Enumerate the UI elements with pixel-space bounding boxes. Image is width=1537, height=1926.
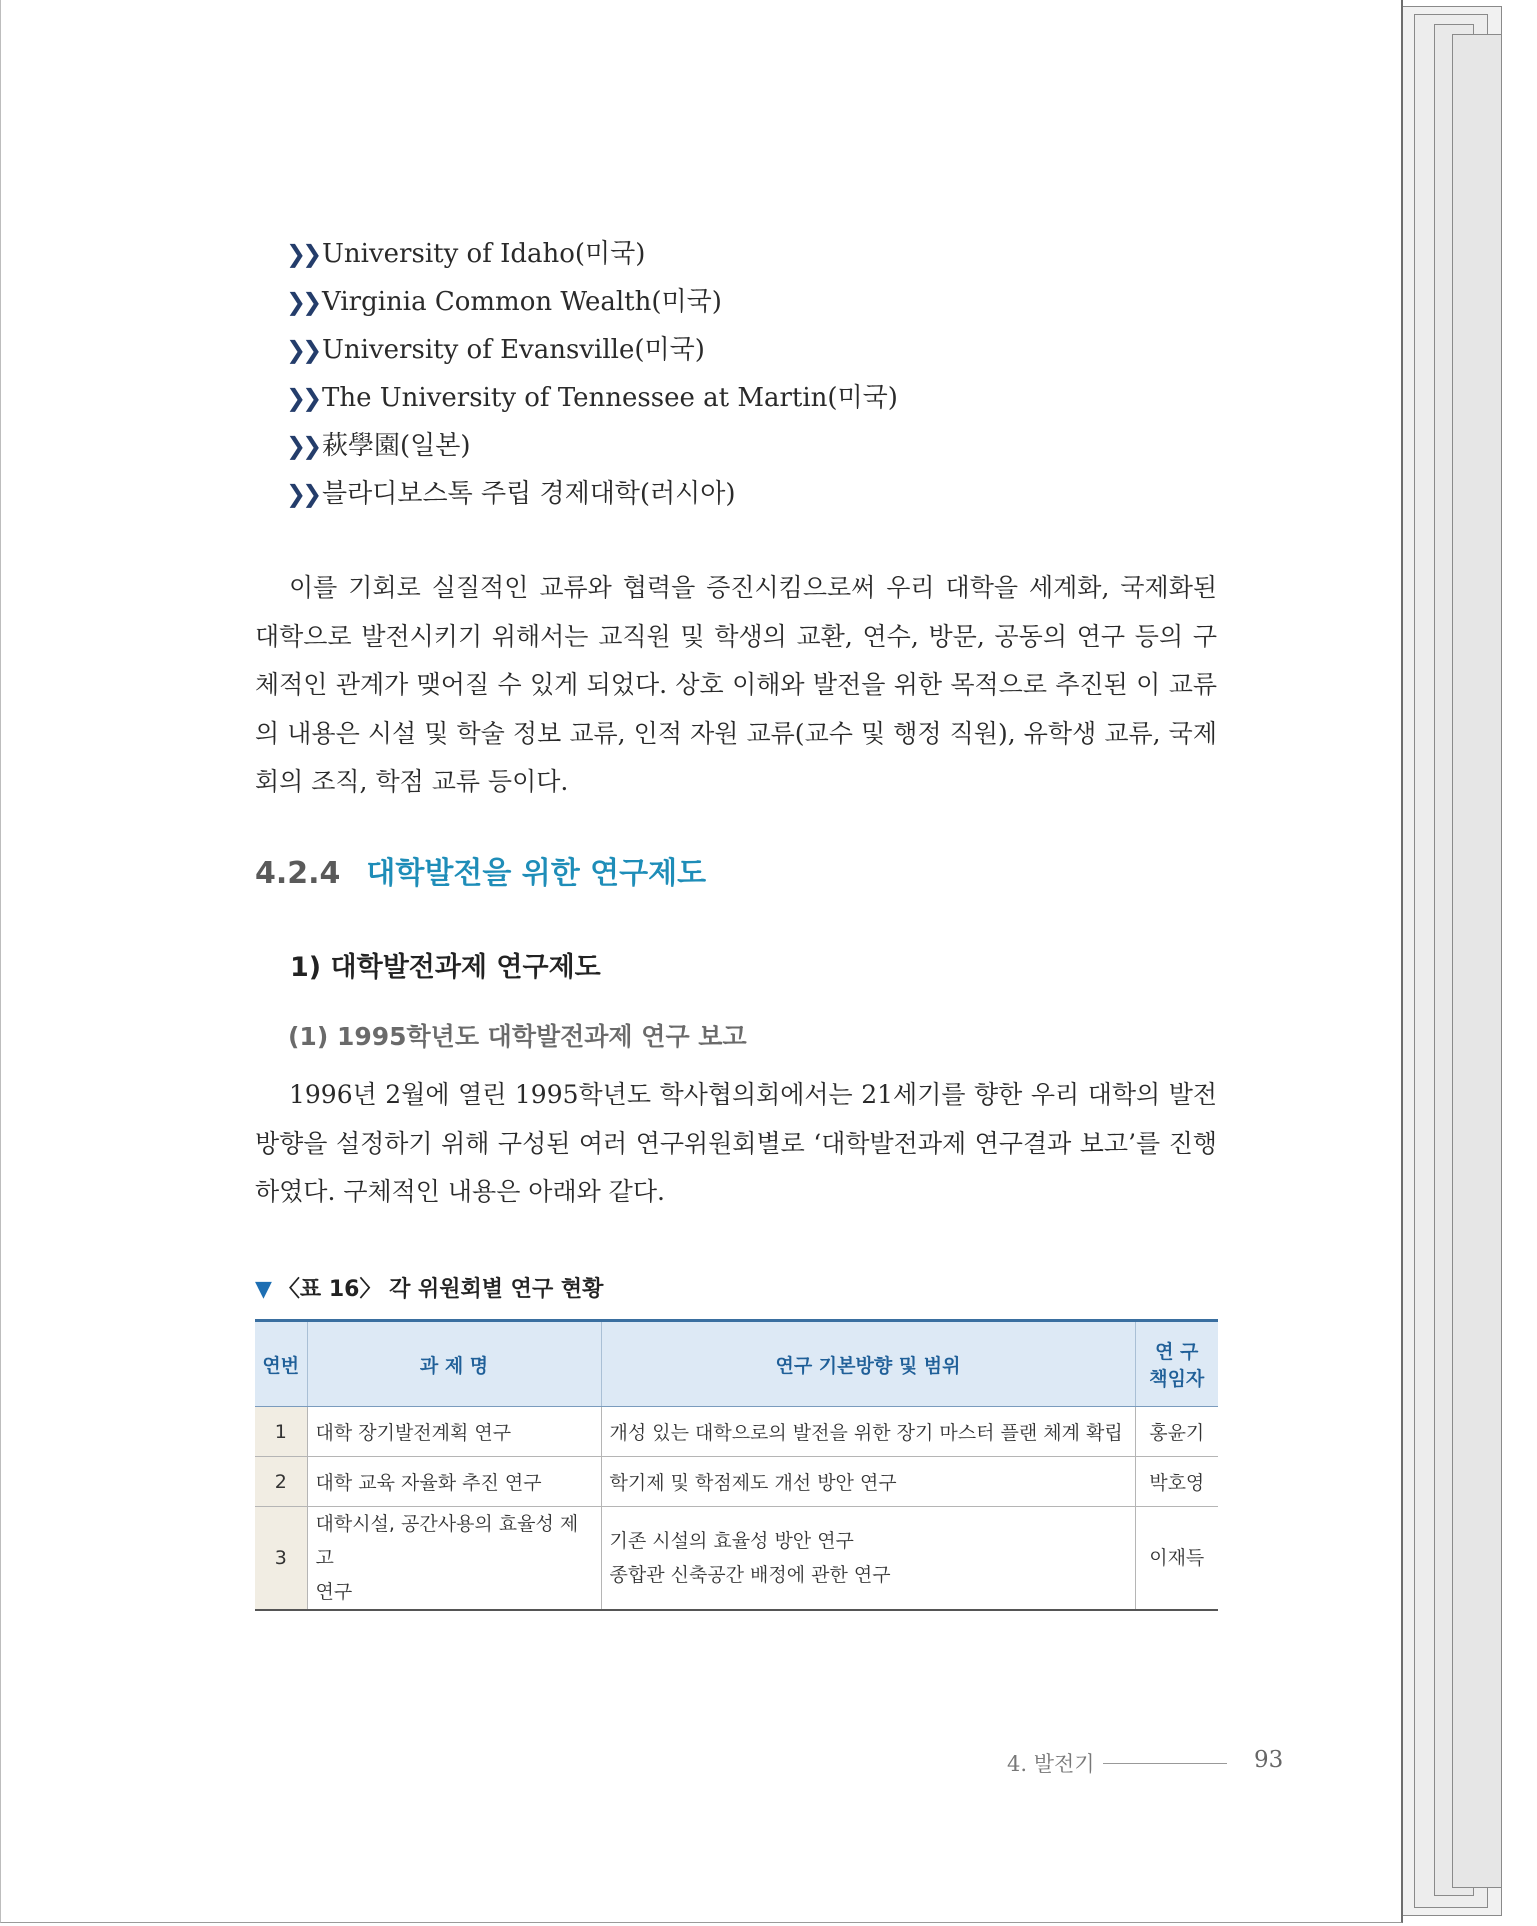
header-no: 연번 <box>255 1321 307 1407</box>
footer-rule <box>1103 1763 1227 1764</box>
subsection-heading: 1) 대학발전과제 연구제도 <box>290 952 601 983</box>
cell-no: 2 <box>255 1457 307 1507</box>
cell-title: 대학 교육 자율화 추진 연구 <box>307 1457 601 1507</box>
cell-scope: 학기제 및 학점제도 개선 방안 연구 <box>601 1457 1135 1507</box>
list-item: ❯❯ The University of Tennessee at Martin(미국) <box>286 374 898 422</box>
section-heading <box>255 848 706 892</box>
cell-lead: 홍윤기 <box>1135 1407 1218 1457</box>
table-row <box>255 1407 1218 1457</box>
list-item: ❯❯ Virginia Common Wealth(미국) <box>286 278 898 326</box>
double-chevron-icon: ❯❯ <box>286 288 319 316</box>
double-chevron-icon: ❯❯ <box>286 384 319 412</box>
section-number: 4.2.4 <box>255 856 341 891</box>
double-chevron-icon: ❯❯ <box>286 336 319 364</box>
cell-scope: 개성 있는 대학으로의 발전을 위한 장기 마스터 플랜 체계 확립 <box>601 1407 1135 1457</box>
list-item: ❯❯ 블라디보스톡 주립 경제대학(러시아) <box>286 470 898 518</box>
list-item: ❯❯ University of Idaho(미국) <box>286 230 898 278</box>
double-chevron-icon: ❯❯ <box>286 480 319 508</box>
table-row <box>255 1457 1218 1507</box>
cell-title: 대학 장기발전계획 연구 <box>307 1407 601 1457</box>
page-edge <box>1452 34 1502 1888</box>
list-item: ❯❯ University of Evansville(미국) <box>286 326 898 374</box>
header-lead: 연 구 책임자 <box>1135 1321 1218 1407</box>
body-paragraph: 1996년 2월에 열린 1995학년도 학사협의회에서는 21세기를 향한 우리 대학의 발전 방향을 설정하기 위해 구성된 여러 연구위원회별로 ‘대학발전과제 연구결과 보고’를 진행하였다. 구체적인 내용은 아래와 같다. <box>255 1080 1217 1206</box>
cell-no: 3 <box>255 1507 307 1611</box>
body-paragraph: 이를 기회로 실질적인 교류와 협력을 증진시킴으로써 우리 대학을 세계화, 국제화된 대학으로 발전시키기 위해서는 교직원 및 학생의 교환, 연수, 방문, 공동의 연구 등의 구체적인 관계가 맺어질 수 있게 되었다. 상호 이해와 발전을 위한 목적으로 추진된 이 교류의 내용은 시설 및 학술 정보 교류, 인적 자원 교류(교수 및 행정 직원), 유학생 교류, 국제회의 조직, 학점 교류 등이다. <box>255 573 1217 796</box>
table-caption: ▼ 〈표 16〉 각 위원회별 연구 현황 <box>255 1277 604 1302</box>
cell-lead: 박호영 <box>1135 1457 1218 1507</box>
cell-no: 1 <box>255 1407 307 1457</box>
chapter-label: 4. 발전기 <box>1007 1752 1095 1776</box>
cell-title: 대학시설, 공간사용의 효율성 제고 연구 <box>307 1507 601 1611</box>
cell-lead: 이재득 <box>1135 1507 1218 1611</box>
table-row <box>255 1507 1218 1611</box>
double-chevron-icon: ❯❯ <box>286 240 319 268</box>
section-title: 대학발전을 위한 연구제도 <box>366 856 707 891</box>
table-header-row <box>255 1321 1218 1407</box>
running-footer <box>1007 1748 1227 1778</box>
header-scope: 연구 기본방향 및 범위 <box>601 1321 1135 1407</box>
research-table <box>255 1319 1218 1611</box>
subsubsection-heading: (1) 1995학년도 대학발전과제 연구 보고 <box>288 1022 747 1051</box>
header-title: 과 제 명 <box>307 1321 601 1407</box>
double-chevron-icon: ❯❯ <box>286 432 319 460</box>
cell-scope: 기존 시설의 효율성 방안 연구 종합관 신축공간 배정에 관한 연구 <box>601 1507 1135 1611</box>
triangle-down-icon: ▼ <box>255 1277 272 1302</box>
list-item: ❯❯ 萩學園(일본) <box>286 422 898 470</box>
university-list <box>286 230 898 518</box>
page-number: 93 <box>1254 1747 1284 1773</box>
